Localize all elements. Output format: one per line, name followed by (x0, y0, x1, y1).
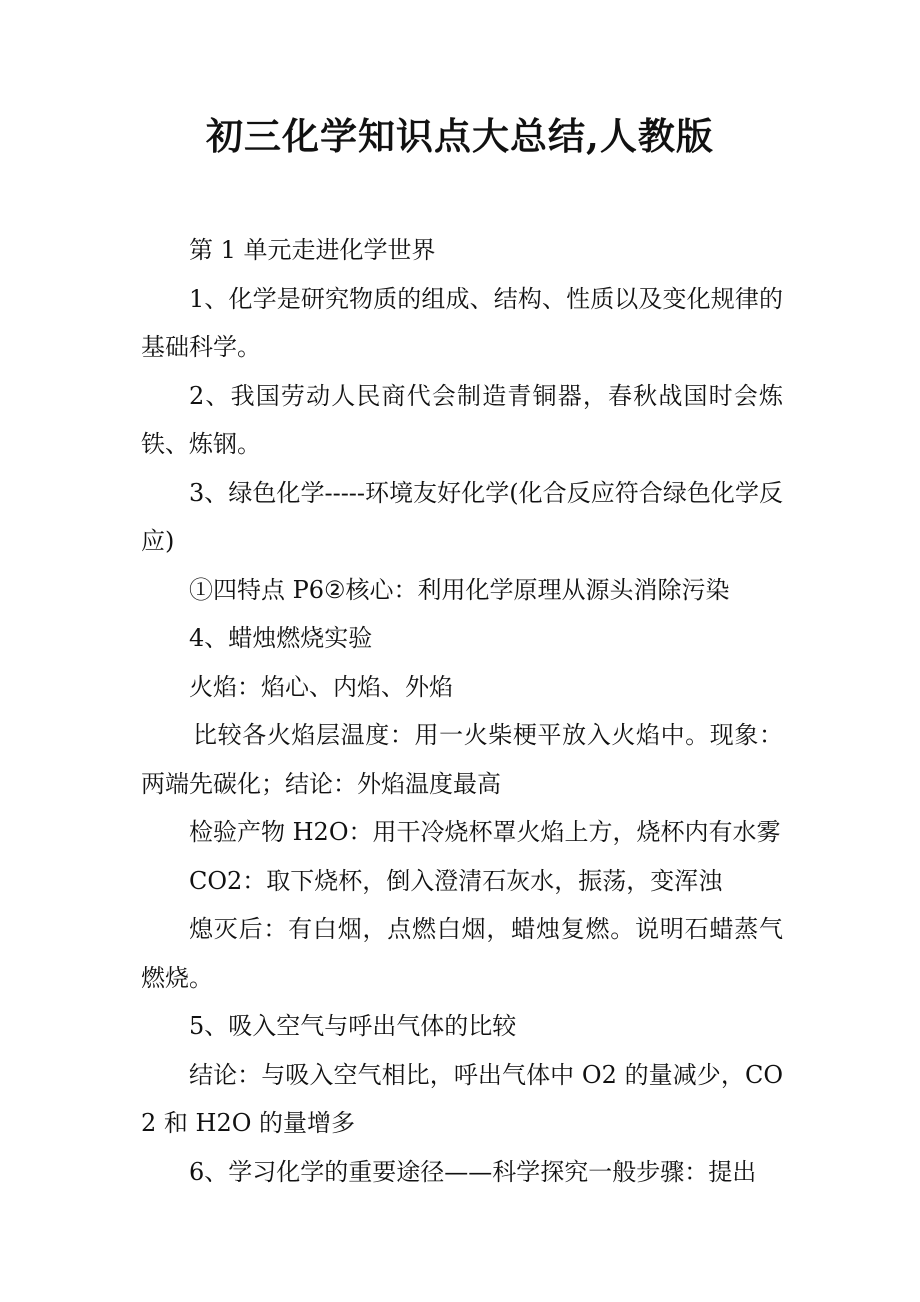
paragraph-test-h2o: 检验产物 H2O：用干冷烧杯罩火焰上方，烧杯内有水雾 (189, 818, 781, 846)
unit-heading: 第 1 单元走进化学世界 (189, 236, 436, 264)
document-title: 初三化学知识点大总结,人教版 (206, 114, 714, 158)
paragraph-flame-temperature: 比较各火焰层温度：用一火柴梗平放入火焰中。现象：两端先碳化；结论：外焰温度最高 (141, 721, 783, 798)
paragraph-flame: 火焰：焰心、内焰、外焰 (189, 672, 453, 701)
paragraph-2: 2、我国劳动人民商代会制造青铜器，春秋战国时会炼铁、炼钢。 (141, 381, 783, 458)
document-body (141, 226, 783, 1196)
paragraph-6: 6、学习化学的重要途径——科学探究一般步骤：提出 (189, 1157, 757, 1186)
paragraph-1: 1、化学是研究物质的组成、结构、性质以及变化规律的基础科学。 (141, 284, 783, 361)
paragraph-5-conclusion: 结论：与吸入空气相比，呼出气体中 O2 的量减少，CO2 和 H2O 的量增多 (141, 1060, 783, 1137)
paragraph-4: 4、蜡烛燃烧实验 (189, 624, 373, 652)
paragraph-3-detail: ①四特点 P6②核心：利用化学原理从源头消除污染 (189, 575, 730, 604)
paragraph-extinguish: 熄灭后：有白烟，点燃白烟，蜡烛复燃。说明石蜡蒸气燃烧。 (141, 915, 783, 992)
paragraph-3: 3、绿色化学-----环境友好化学(化合反应符合绿色化学反应) (141, 478, 783, 555)
paragraph-test-co2: CO2：取下烧杯，倒入澄清石灰水，振荡，变浑浊 (189, 866, 723, 895)
paragraph-5: 5、吸入空气与呼出气体的比较 (189, 1012, 517, 1040)
